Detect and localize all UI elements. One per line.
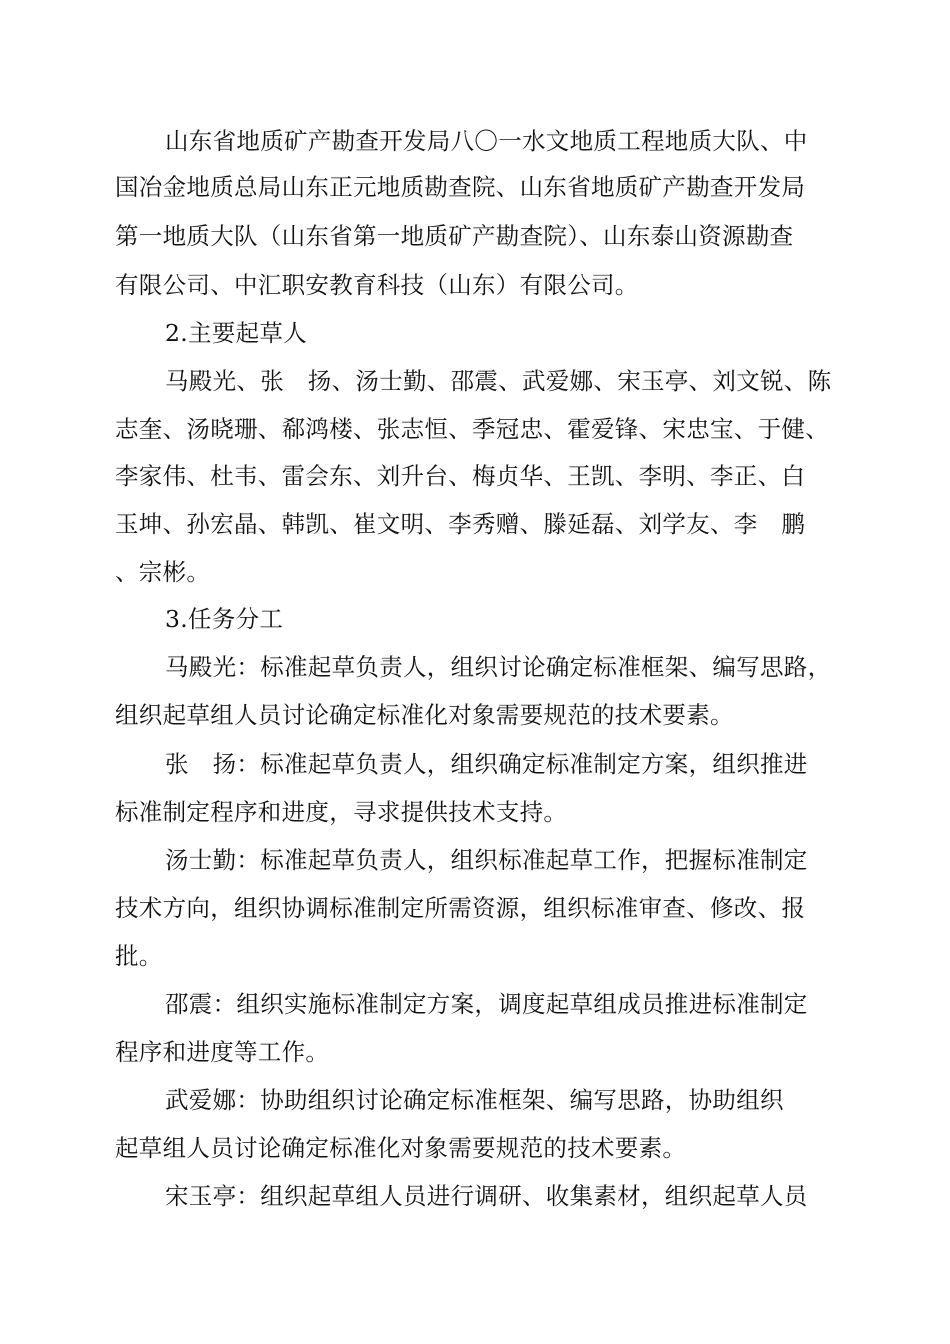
text-line: 3.任务分工 [165, 605, 284, 633]
text-line: 马殿光：标准起草负责人，组织讨论确定标准框架、编写思路， [165, 653, 832, 681]
text-line: 张 扬：标准起草负责人，组织确定标准制定方案，组织推进 [165, 750, 808, 778]
text-line: 武爱娜：协助组织讨论确定标准框架、编写思路，协助组织 [165, 1086, 784, 1114]
text-line: 技术方向，组织协调标准制定所需资源，组织标准审查、修改、报 [115, 894, 806, 922]
text-line: 山东省地质矿产勘查开发局八〇一水文地质工程地质大队、中 [165, 127, 808, 155]
text-line: 、宗彬。 [115, 558, 211, 586]
text-line: 汤士勤：标准起草负责人，组织标准起草工作，把握标准制定 [165, 846, 808, 874]
text-line: 玉坤、孙宏晶、韩凯、崔文明、李秀赠、滕延磊、刘学友、李 鹏 [115, 510, 806, 538]
text-line: 有限公司、中汇职安教育科技（山东）有限公司。 [115, 271, 639, 299]
text-line: 国冶金地质总局山东正元地质勘查院、山东省地质矿产勘查开发局 [115, 173, 806, 201]
text-line: 志奎、汤晓珊、郗鸿楼、张志恒、季冠忠、霍爱锋、宋忠宝、于健、 [115, 415, 829, 443]
text-line: 第一地质大队（山东省第一地质矿产勘查院）、山东泰山资源勘查 [115, 222, 794, 250]
text-line: 宋玉亭：组织起草组人员进行调研、收集素材，组织起草人员 [165, 1182, 808, 1210]
text-line: 标准制定程序和进度，寻求提供技术支持。 [115, 798, 568, 826]
text-line: 李家伟、杜韦、雷会东、刘升台、梅贞华、王凯、李明、李正、白 [115, 462, 806, 490]
text-line: 起草组人员讨论确定标准化对象需要规范的技术要素。 [115, 1134, 687, 1162]
text-line: 2.主要起草人 [165, 319, 308, 347]
text-line: 批。 [115, 942, 163, 970]
text-line: 马殿光、张 扬、汤士勤、邵震、武爱娜、宋玉亭、刘文锐、陈 [165, 367, 832, 395]
text-line: 邵震：组织实施标准制定方案，调度起草组成员推进标准制定 [165, 990, 808, 1018]
text-line: 程序和进度等工作。 [115, 1038, 330, 1066]
text-line: 组织起草组人员讨论确定标准化对象需要规范的技术要素。 [115, 701, 734, 729]
